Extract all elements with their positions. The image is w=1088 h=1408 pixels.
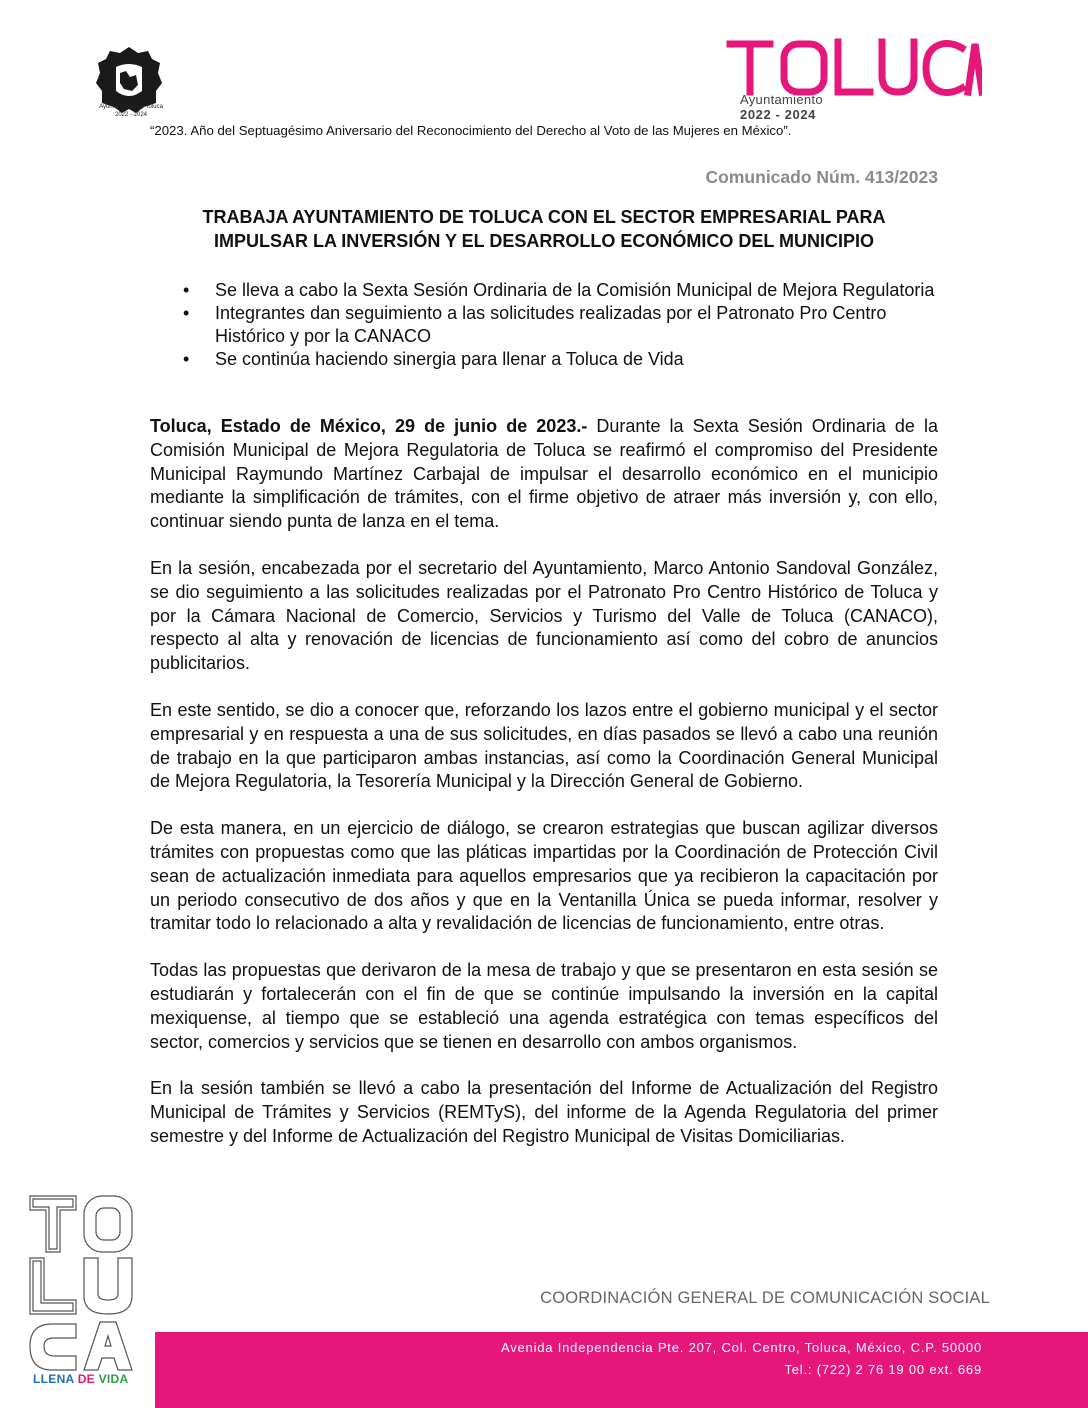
paragraph: De esta manera, en un ejercicio de diálogo, se crearon estrategias que buscan agilizar diversos trámites con propuestas como que las pláticas impartidas por la Coordinación de Protección Civil sean de actualización inmediata para aquellos empresarios que ya recibieron la capacitación por un periodo consecutivo de dos años y que en la Ventanilla Única se pueda informar, resolver y tramitar todo lo relacionado a alta y revalidación de licencias de funcionamiento, entre otras.	[150, 818, 938, 934]
bullet-item: • Se continúa haciendo sinergia para llenar a Toluca de Vida	[183, 349, 684, 369]
headline-line-1: TRABAJA AYUNTAMIENTO DE TOLUCA CON EL SECTOR EMPRESARIAL PARA	[202, 207, 886, 227]
article-body	[150, 415, 938, 1172]
bullet-item: • Integrantes dan seguimiento a las solicitudes realizadas por el Patronato Pro Centro Histórico y por la CANACO	[183, 303, 887, 346]
paragraph: En este sentido, se dio a conocer que, reforzando los lazos entre el gobierno municipal y el sector empresarial y en respuesta a una de sus solicitudes, en días pasados se llevó a cabo una reunión de trabajo en la que participaron ambas instancias, así como la Coordinación General Municipal de Mejora Regulatoria, la Tesorería Municipal y la Dirección General de Gobierno.	[150, 699, 938, 792]
paragraph: En la sesión también se llevó a cabo la presentación del Informe de Actualización del Registro Municipal de Trámites y Servicios (REMTyS), del informe de la Agenda Regulatoria del primer semestre y del Informe de Actualización del Registro Municipal de Visitas Domiciliarias.	[150, 1078, 938, 1146]
tagline: LLENA DE VIDA	[33, 1372, 129, 1386]
year-motto: “2023. Año del Septuagésimo Aniversario del Reconocimiento del Derecho al Voto de las Mujeres en México”.	[150, 123, 792, 138]
coordination-label: COORDINACIÓN GENERAL DE COMUNICACIÓN SOCIAL	[540, 1289, 990, 1307]
logo-years: 2022 - 2024	[740, 107, 816, 122]
toluca-wordmark-logo	[726, 38, 982, 96]
seal-caption-years: 2022 - 2024	[114, 112, 148, 118]
seal-caption: Ayuntamiento de Toluca	[99, 104, 163, 110]
headline-line-2: IMPULSAR LA INVERSIÓN Y EL DESARROLLO ECONÓMICO DEL MUNICIPIO	[213, 231, 875, 251]
headline	[150, 205, 938, 253]
bullet-item: • Se lleva a cabo la Sexta Sesión Ordinaria de la Comisión Municipal de Mejora Regulatoria	[183, 280, 935, 300]
bullet-icon: •	[183, 280, 190, 300]
bullet-icon: •	[183, 303, 190, 323]
logo-subtitle: Ayuntamiento	[740, 92, 823, 107]
footer-phone: Tel.: (722) 2 76 19 00 ext. 669	[784, 1362, 982, 1377]
paragraph: Todas las propuestas que derivaron de la mesa de trabajo y que se presentaron en esta sesión se estudiarán y fortalecerán con el fin de que se continúe impulsando la inversión en la capital mexiquense, al tiempo que se estableció una agenda estratégica con temas específicos del sector, comercios y servicios que se tienen en desarrollo con ambos organismos.	[150, 960, 938, 1052]
summary-bullets	[150, 279, 940, 371]
bullet-icon: •	[183, 349, 190, 369]
dateline: Toluca, Estado de México, 29 de junio de 2023.-	[150, 416, 588, 436]
release-number: Comunicado Núm. 413/2023	[705, 167, 938, 187]
toluca-outline-logo	[26, 1194, 136, 1374]
paragraph: En la sesión, encabezada por el secretario del Ayuntamiento, Marco Antonio Sandoval González, se dio seguimiento a las solicitudes realizadas por el Patronato Pro Centro Histórico de Toluca y por la Cámara Nacional de Comercio, Servicios y Turismo del Valle de Toluca (CANACO), respecto al alta y renovación de licencias de funcionamiento así como del cobro de anuncios publicitarios.	[150, 557, 938, 674]
footer-address: Avenida Independencia Pte. 207, Col. Centro, Toluca, México, C.P. 50000	[500, 1340, 982, 1355]
paragraph: Toluca, Estado de México, 29 de junio de 2023.- Durante la Sexta Sesión Ordinaria de la Comisión Municipal de Mejora Regulatoria de Toluca se reafirmó el compromiso del Presidente Municipal Raymundo Martínez Carbajal de impulsar el desarrollo económico en el municipio mediante la simplificación de trámites, con el firme objetivo de atraer más inversión y, con ello, continuar siendo punta de lanza en el tema.	[150, 416, 939, 532]
